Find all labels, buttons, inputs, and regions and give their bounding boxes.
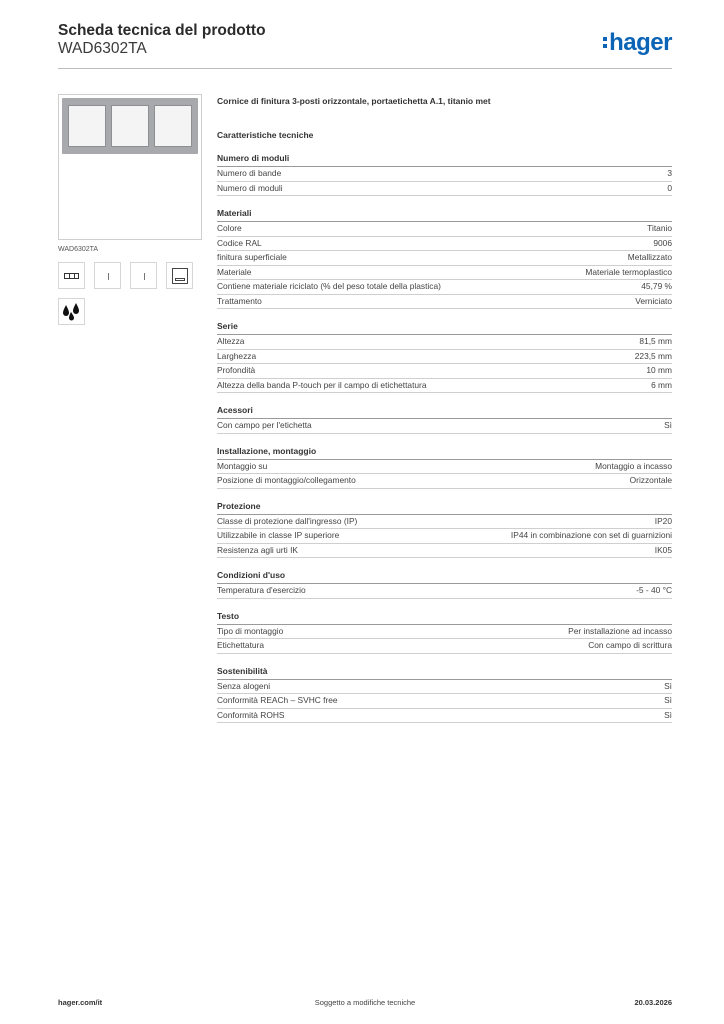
spec-key: Con campo per l'etichetta [217, 420, 312, 430]
spec-key: Conformità ROHS [217, 709, 285, 720]
spec-row [217, 515, 672, 530]
plate-icon [166, 262, 193, 289]
spec-value: 45,79 % [641, 281, 672, 291]
spec-key: Codice RAL [217, 237, 262, 248]
divider-icon [130, 262, 157, 289]
section-title: Sostenibilità [217, 666, 672, 680]
footer-date: 20.03.2026 [634, 998, 672, 1007]
spec-key: Resistenza agli urti IK [217, 544, 298, 555]
spec-key: Tipo di montaggio [217, 625, 284, 636]
product-description: Cornice di finitura 3-posti orizzontale, portaetichetta A.1, titanio met [217, 96, 491, 106]
spec-row [217, 251, 672, 266]
spec-row [217, 625, 672, 640]
product-sidebar [58, 94, 202, 325]
spec-key: Senza alogeni [217, 680, 271, 691]
spec-row [217, 295, 672, 310]
spec-value: Titanio [647, 223, 672, 233]
spec-key: Classe di protezione dall'ingresso (IP) [217, 515, 358, 526]
spec-key: Temperatura d'esercizio [217, 585, 306, 595]
spec-value: IP44 in combinazione con set di guarnizioni [510, 530, 672, 540]
spec-key: Altezza della banda P-touch per il campo di etichettatura [217, 379, 427, 390]
spec-row [217, 364, 672, 379]
section-title: Materiali [217, 208, 672, 222]
spec-value: 0 [667, 182, 672, 193]
divider-icon [94, 262, 121, 289]
spec-key: Conformità REACh – SVHC free [217, 695, 338, 705]
spec-value: Con campo di scrittura [588, 640, 672, 650]
footer-website: hager.com/it [58, 998, 103, 1007]
spec-section [217, 446, 672, 489]
spec-row [217, 280, 672, 295]
spec-row [217, 335, 672, 350]
spec-key: Larghezza [217, 350, 257, 361]
section-title: Condizioni d'uso [217, 570, 672, 584]
spec-value: Montaggio a incasso [595, 460, 672, 471]
spec-value: 81,5 mm [639, 336, 672, 346]
spec-row [217, 460, 672, 475]
spec-value: -5 - 40 °C [636, 585, 672, 595]
spec-row [217, 167, 672, 182]
spec-key: finitura superficiale [217, 252, 287, 262]
frame-illustration [62, 98, 198, 154]
spec-section [217, 501, 672, 559]
spec-row [217, 237, 672, 252]
spec-value: 9006 [653, 237, 672, 248]
spec-area [217, 95, 672, 723]
page-title: Scheda tecnica del prodotto [58, 22, 266, 39]
spec-section [217, 153, 672, 196]
spec-row [217, 182, 672, 197]
spec-key: Numero di bande [217, 168, 282, 178]
spec-section [217, 570, 672, 599]
section-title: Installazione, montaggio [217, 446, 672, 460]
spec-key: Utilizzabile in classe IP superiore [217, 530, 340, 540]
spec-value: Verniciato [635, 295, 672, 306]
product-image-label: WAD6302TA [58, 246, 99, 253]
spec-key: Numero di moduli [217, 182, 283, 193]
spec-section [217, 321, 672, 393]
spec-row [217, 419, 672, 434]
spec-key: Trattamento [217, 295, 262, 306]
spec-section [217, 611, 672, 654]
spec-value: Sì [664, 695, 672, 705]
spec-value: IP20 [654, 515, 672, 526]
spec-value: Orizzontale [629, 475, 672, 485]
spec-value: Materiale termoplastico [585, 266, 672, 277]
spec-row [217, 529, 672, 544]
section-title: Protezione [217, 501, 672, 515]
spec-key: Montaggio su [217, 460, 268, 471]
spec-value: Sì [664, 709, 672, 720]
section-title: Acessori [217, 405, 672, 419]
spec-row [217, 694, 672, 709]
product-image [58, 94, 202, 240]
spec-key: Materiale [217, 266, 252, 277]
hager-logo: hager [603, 30, 672, 56]
spec-row [217, 584, 672, 599]
three-module-icon [58, 262, 85, 289]
section-title: Testo [217, 611, 672, 625]
spec-key: Altezza [217, 336, 245, 346]
logo-dots-icon [603, 30, 607, 48]
spec-row [217, 350, 672, 365]
spec-section [217, 405, 672, 434]
spec-value: IK05 [654, 544, 672, 555]
spec-value: 223,5 mm [634, 350, 672, 361]
footer-notice: Soggetto a modifiche tecniche [314, 998, 416, 1007]
spec-value: Metallizzato [627, 252, 672, 262]
spec-row [217, 709, 672, 724]
spec-row [217, 379, 672, 394]
product-code: WAD6302TA [58, 40, 147, 57]
spec-key: Profondità [217, 365, 256, 375]
spec-value: 6 mm [651, 379, 672, 390]
spec-section [217, 208, 672, 309]
spec-row [217, 266, 672, 281]
water-drops-icon [58, 298, 85, 325]
spec-key: Posizione di montaggio/collegamento [217, 475, 356, 485]
spec-row [217, 639, 672, 654]
feature-icons [58, 262, 202, 289]
spec-value: 3 [667, 168, 672, 178]
page-header [58, 22, 672, 69]
spec-row [217, 680, 672, 695]
spec-value: Sì [664, 680, 672, 691]
spec-row [217, 544, 672, 559]
section-title: Numero di moduli [217, 153, 672, 167]
spec-row [217, 474, 672, 489]
spec-value: Sì [664, 420, 672, 430]
spec-value: 10 mm [646, 365, 672, 375]
spec-row [217, 222, 672, 237]
spec-key: Etichettatura [217, 640, 265, 650]
spec-value: Per installazione ad incasso [568, 625, 672, 636]
spec-section [217, 666, 672, 724]
spec-sections [217, 153, 672, 723]
section-title: Serie [217, 321, 672, 335]
spec-key: Contiene materiale riciclato (% del peso totale della plastica) [217, 281, 441, 291]
spec-key: Colore [217, 223, 242, 233]
technical-heading: Caratteristiche tecniche [217, 130, 314, 140]
